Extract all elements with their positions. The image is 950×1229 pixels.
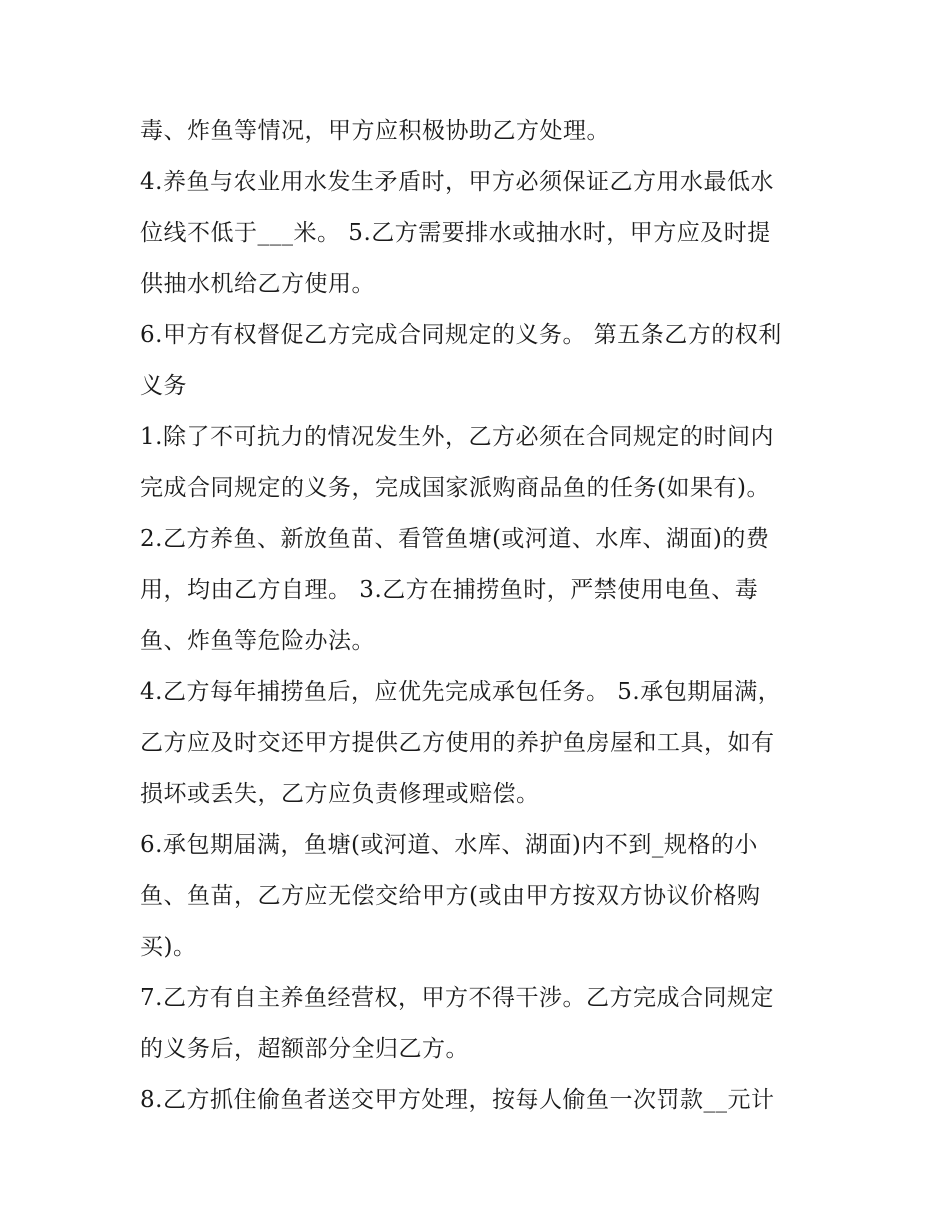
text-line: 毒、炸鱼等情况，甲方应积极协助乙方处理。 [140, 118, 610, 144]
text-line: 的义务后，超额部分全归乙方。 [140, 1036, 469, 1062]
text-line: 6.甲方有权督促乙方完成合同规定的义务。 第五条乙方的权利 [140, 322, 782, 348]
text-line: 4.乙方每年捕捞鱼后，应优先完成承包任务。 5.承包期届满， [140, 679, 782, 705]
text-line: 8.乙方抓住偷鱼者送交甲方处理，按每人偷鱼一次罚款__元计 [140, 1087, 775, 1113]
text-line: 鱼、炸鱼等危险办法。 [140, 628, 375, 654]
text-line: 鱼、鱼苗，乙方应无偿交给甲方(或由甲方按双方协议价格购 [140, 883, 761, 909]
text-line: 买)。 [140, 934, 197, 960]
text-line: 供抽水机给乙方使用。 [140, 271, 375, 297]
text-line: 乙方应及时交还甲方提供乙方使用的养护鱼房屋和工具，如有 [140, 730, 775, 756]
text-line: 1.除了不可抗力的情况发生外，乙方必须在合同规定的时间内 [140, 424, 774, 450]
text-line: 完成合同规定的义务，完成国家派购商品鱼的任务(如果有)。 [140, 475, 770, 501]
text-line: 位线不低于___米。 5.乙方需要排水或抽水时，甲方应及时提 [140, 220, 771, 246]
text-line: 损坏或丢失，乙方应负责修理或赔偿。 [140, 781, 540, 807]
text-line: 2.乙方养鱼、新放鱼苗、看管鱼塘(或河道、水库、湖面)的费 [140, 526, 770, 552]
text-line: 义务 [140, 373, 187, 399]
text-line: 6.承包期届满，鱼塘(或河道、水库、湖面)内不到_规格的小 [140, 832, 758, 858]
text-line: 7.乙方有自主养鱼经营权，甲方不得干涉。乙方完成合同规定 [140, 985, 774, 1011]
text-line: 4.养鱼与农业用水发生矛盾时，甲方必须保证乙方用水最低水 [140, 169, 774, 195]
text-line: 用，均由乙方自理。 3.乙方在捕捞鱼时，严禁使用电鱼、毒 [140, 577, 759, 603]
contract-text-block [140, 106, 820, 1126]
